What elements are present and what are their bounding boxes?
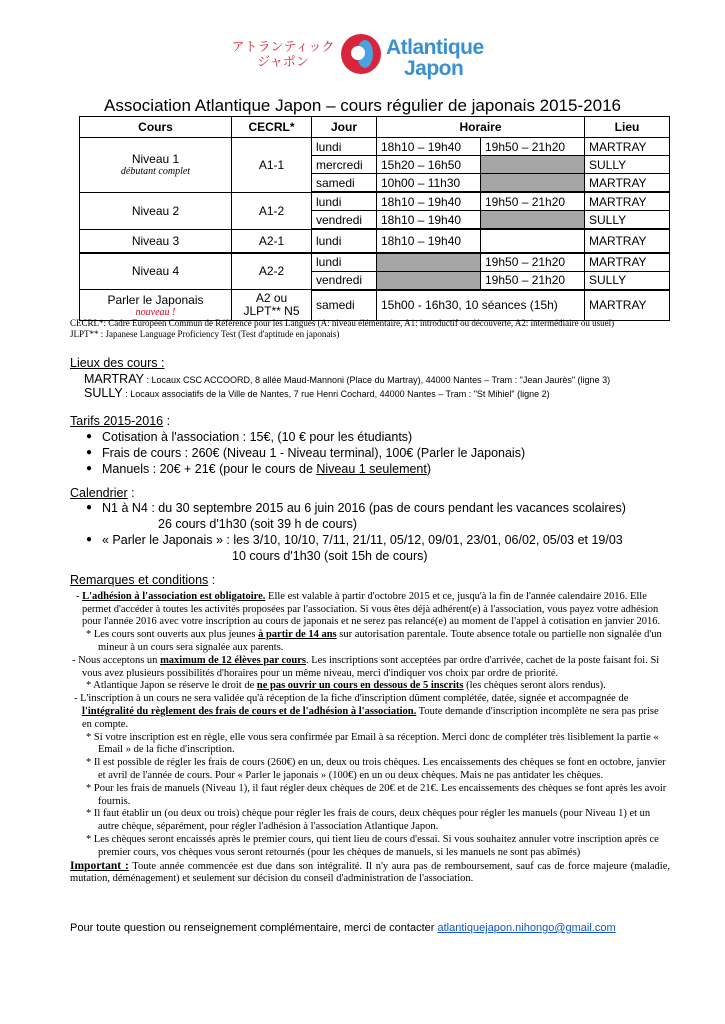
remarques-colon: : [208, 573, 216, 587]
remark-paragraph: * Les chèques seront encaissés après le premier cours, qui tient lieu de cours d'essai. Si vous souhaitez annuler votre inscription après ce premier cours, vos chèques vous seront retournés (pour les chèques de manuels, si les manuels ne sont pas abîmés) [86, 833, 659, 858]
remark-paragraph [70, 693, 670, 731]
lieu-cell: MARTRAY [585, 174, 670, 193]
remark-text: (les chèques seront alors rendus). [463, 680, 606, 692]
course-niveau-3: Niveau 3 [80, 229, 232, 253]
remark-text: - [76, 590, 83, 602]
lieu-cell: MARTRAY [585, 253, 670, 272]
remark-emphasis: l'intégralité du règlement des frais de cours et de l'adhésion à l'association. [82, 705, 417, 717]
item-text: ) [426, 462, 432, 476]
jour-cell: lundi [312, 138, 377, 156]
calendrier-list [86, 500, 626, 564]
item-text: « Parler le Japonais » : les 3/10, 10/10, 7/11, 21/11, 05/12, 09/01, 23/01, 06/02, 05/03 et 19/03 [102, 533, 623, 547]
tarifs-list [86, 429, 525, 477]
horaire-cell: 15h00 - 16h30, 10 séances (15h) [377, 290, 585, 321]
remarques-section [70, 574, 670, 886]
empty-slot [377, 271, 481, 290]
lieu-cell: MARTRAY [585, 138, 670, 156]
remark-emphasis: à partir de 14 ans [258, 629, 337, 641]
jour-cell: lundi [312, 229, 377, 253]
jour-cell: samedi [312, 174, 377, 193]
lieu-name: SULLY [84, 386, 123, 400]
calendrier-colon: : [127, 486, 135, 500]
cecrl-cell: A2-2 [232, 253, 312, 290]
calendrier-section [70, 486, 626, 564]
tarifs-heading [70, 414, 525, 428]
course-name: Niveau 1 [131, 152, 180, 167]
cecrl-cell: A1-1 [232, 138, 312, 193]
list-item [86, 461, 525, 477]
empty-slot [377, 253, 481, 272]
course-niveau-2: Niveau 2 [80, 192, 232, 229]
horaire-cell: 18h10 – 19h40 [377, 211, 481, 230]
header-cecrl: CECRL* [232, 117, 312, 138]
horaire-cell: 18h10 – 19h40 [377, 138, 481, 156]
tarifs-title: Tarifs 2015-2016 [70, 414, 164, 428]
remark-text: sur autorisation parentale. Toute absence totale ou partielle non signalée d'un mineur à un cours sera signalée aux parents. [98, 629, 662, 653]
remark-text: * Atlantique Japon se réserve le droit de [86, 680, 257, 692]
item-text: N1 à N4 : du 30 septembre 2015 au 6 juin 2016 (pas de cours pendant les vacances scolaires) [102, 501, 626, 515]
empty-slot [481, 174, 585, 193]
table-row [80, 138, 670, 156]
logo [228, 34, 498, 78]
remark-emphasis: L'adhésion à l'association est obligatoire. [82, 590, 266, 602]
logo-latin-line2: Japon [404, 57, 464, 80]
remark-paragraph [70, 860, 670, 887]
footnote-jlpt: JLPT** : Japanese Language Proficiency Test (Test d'aptitude en japonais) [70, 329, 340, 339]
remark-text: . Les inscriptions sont acceptées par ordre d'arrivée, cachet de la poste faisant foi. Si vous avez plusieurs possibilités d'horaires pour un même niveau, merci d'indiquer vos choix par ordre de priorité. [82, 654, 660, 679]
remark-text: - Nous acceptons un [72, 654, 161, 666]
item-text: 26 cours d'1h30 (soit 39 h de cours) [158, 517, 358, 531]
table-header-row [80, 117, 670, 138]
contact-text: Pour toute question ou renseignement complémentaire, merci de contacter [70, 922, 438, 934]
cecrl-line2: JLPT** N5 [243, 304, 300, 318]
horaire-cell: 19h50 – 21h20 [481, 271, 585, 290]
logo-katakana-line1: アトランティック [231, 40, 335, 55]
jour-cell: lundi [312, 253, 377, 272]
logo-katakana [228, 40, 338, 70]
lieu-cell: SULLY [585, 156, 670, 174]
horaire-cell: 19h50 – 21h20 [481, 253, 585, 272]
page-title: Association Atlantique Japon – cours régulier de japonais 2015-2016 [104, 96, 621, 115]
remark-paragraph [70, 591, 670, 629]
lieu-cell: SULLY [585, 211, 670, 230]
horaire-cell: 18h10 – 19h40 [377, 229, 481, 253]
jour-cell: vendredi [312, 211, 377, 230]
remark-paragraph: * Pour les frais de manuels (Niveau 1), il faut régler deux chèques de 20€ et de 21€. Les encaissements des chèques se font après les avoir fournis. [86, 782, 667, 807]
list-item [86, 532, 626, 564]
logo-latin [386, 37, 484, 79]
empty-slot [481, 211, 585, 230]
logo-latin-line1: Atlantique [386, 36, 484, 59]
calendrier-heading [70, 486, 626, 500]
remark-text: * Les cours sont ouverts aux plus jeunes [86, 629, 259, 641]
lieu-cell: MARTRAY [585, 290, 670, 321]
list-item: ● Frais de cours : 260€ (Niveau 1 - Niveau terminal), 100€ (Parler le Japonais) [86, 445, 525, 461]
remarques-heading [70, 574, 670, 589]
lieu-name: MARTRAY [84, 372, 144, 386]
cecrl-cell [232, 290, 312, 321]
course-niveau-1 [80, 138, 232, 193]
remark-text: Elle est valable à partir d'octobre 2015 et ce, jusqu'à la fin de l'année calendaire 2016. Elle permet d'accéder à toutes les activités proposées par l'association. Si vous êtes déjà adhérent(e) à l'association, vous payez votre adhésion pour l'année 2016 avec votre inscription au cours de japonais et ne serez pas relancé(e) au moment de l'appel à cotisation en janvier 2016. [82, 590, 661, 628]
item-underlined-text: Niveau 1 seulement [316, 462, 427, 476]
horaire-cell: 10h00 – 11h30 [377, 174, 481, 193]
table-row [80, 229, 670, 253]
contact-line [70, 922, 616, 934]
remark-paragraph [70, 680, 670, 693]
horaire-cell: 19h50 – 21h20 [481, 192, 585, 211]
lieu-cell: MARTRAY [585, 229, 670, 253]
table-row [80, 192, 670, 211]
item-text: 10 cours d'1h30 (soit 15h de cours) [232, 549, 428, 563]
table-row [80, 290, 670, 321]
item-text: Manuels : 20€ + 21€ (pour le cours de [102, 462, 317, 476]
logo-emblem-icon [341, 34, 381, 74]
horaire-cell: 18h10 – 19h40 [377, 192, 481, 211]
remark-text: Toute année commencée est due dans son intégralité. Il n'y aura pas de remboursement, sauf cas de force majeure (maladie, mutation, déménagement) et seulement sur décision du conseil d'administration de l'association. [70, 860, 670, 885]
cecrl-line1: A2 ou [255, 291, 288, 305]
list-item: ● Cotisation à l'association : 15€, (10 € pour les étudiants) [86, 429, 525, 445]
remark-emphasis: ne pas ouvrir un cours en dessous de 5 inscrits [256, 680, 464, 692]
remarques-title: Remarques et conditions [70, 573, 209, 587]
table-footnotes [70, 318, 614, 340]
remark-emphasis: maximum de 12 élèves par cours [160, 654, 306, 666]
jour-cell: mercredi [312, 156, 377, 174]
course-new-badge: nouveau ! [135, 306, 176, 318]
header-jour: Jour [312, 117, 377, 138]
jour-cell: vendredi [312, 271, 377, 290]
lieu-cell: MARTRAY [585, 192, 670, 211]
logo-katakana-line2: ジャポン [257, 55, 309, 70]
remark-paragraph [70, 629, 670, 655]
list-item [86, 500, 626, 532]
calendrier-title: Calendrier [70, 486, 128, 500]
tarifs-colon: : [163, 414, 171, 428]
horaire-cell: 15h20 – 16h50 [377, 156, 481, 174]
header-cours: Cours [80, 117, 232, 138]
header-horaire: Horaire [377, 117, 585, 138]
horaire-cell [481, 229, 585, 253]
lieu-description: : Locaux associatifs de la Ville de Nantes, 7 rue Henri Cochard, 44000 Nantes – Tram : "St Mihiel" (ligne 2) [122, 389, 550, 399]
course-niveau-4: Niveau 4 [80, 253, 232, 290]
table-row [80, 253, 670, 272]
tarifs-section [70, 414, 525, 477]
remark-text: Toute demande d'inscription incomplète ne sera pas prise en compte. [82, 705, 659, 730]
lieux-heading: Lieux des cours : [70, 356, 165, 370]
course-name: Parler le Japonais [107, 292, 204, 307]
remark-emphasis: Important : [70, 859, 129, 872]
lieu-cell: SULLY [585, 271, 670, 290]
course-subtitle: débutant complet [120, 166, 191, 178]
empty-slot [481, 156, 585, 174]
remark-text: - L'inscription à un cours ne sera validée qu'à réception de la fiche d'inscription dûment complétée, datée, signée et accompagnée de [74, 693, 629, 705]
schedule-table [79, 116, 670, 321]
header-lieu: Lieu [585, 117, 670, 138]
lieu-description: : Locaux CSC ACCOORD, 8 allée Maud-Mannoni (Place du Martray), 44000 Nantes – Tram : "Jean Jaurès" (ligne 3) [143, 375, 611, 385]
footnote-cecrl: CECRL*: Cadre Européen Commun de Référence pour les Langues (A: niveau élémentaire, A1: introductif ou découverte, A2: intermédiaire ou usuel) [70, 318, 615, 328]
course-parler-le-japonais [80, 290, 232, 321]
horaire-cell: 19h50 – 21h20 [481, 138, 585, 156]
remark-paragraph: * Il faut établir un (ou deux ou trois) chèque pour régler les frais de cours, deux chèques pour régler les manuels (pour Niveau 1) et un autre chèque, séparément, pour régler l'adhésion à l'association Atlantique Japon. [86, 808, 651, 833]
cecrl-cell: A2-1 [232, 229, 312, 253]
contact-email-link[interactable]: atlantiquejapon.nihongo@gmail.com [437, 922, 616, 934]
cecrl-cell: A1-2 [232, 192, 312, 229]
lieu-sully [84, 384, 550, 402]
jour-cell: lundi [312, 192, 377, 211]
remark-paragraph [70, 655, 670, 681]
remark-paragraph: * Il est possible de régler les frais de cours (260€) en un, deux ou trois chèques. Les encaissements des chèques se font en octobre, janvier et avril de l'année de cours. Pour « Parler le japonais » (100€) en un ou deux chèques. Mais ne pas antidater les chèques. [86, 757, 666, 781]
jour-cell: samedi [312, 290, 377, 321]
remark-paragraph: * Si votre inscription est en règle, elle vous sera confirmée par Email à sa réception. Merci donc de compléter très lisiblement la partie « Email » de la fiche d'inscription. [86, 731, 659, 756]
